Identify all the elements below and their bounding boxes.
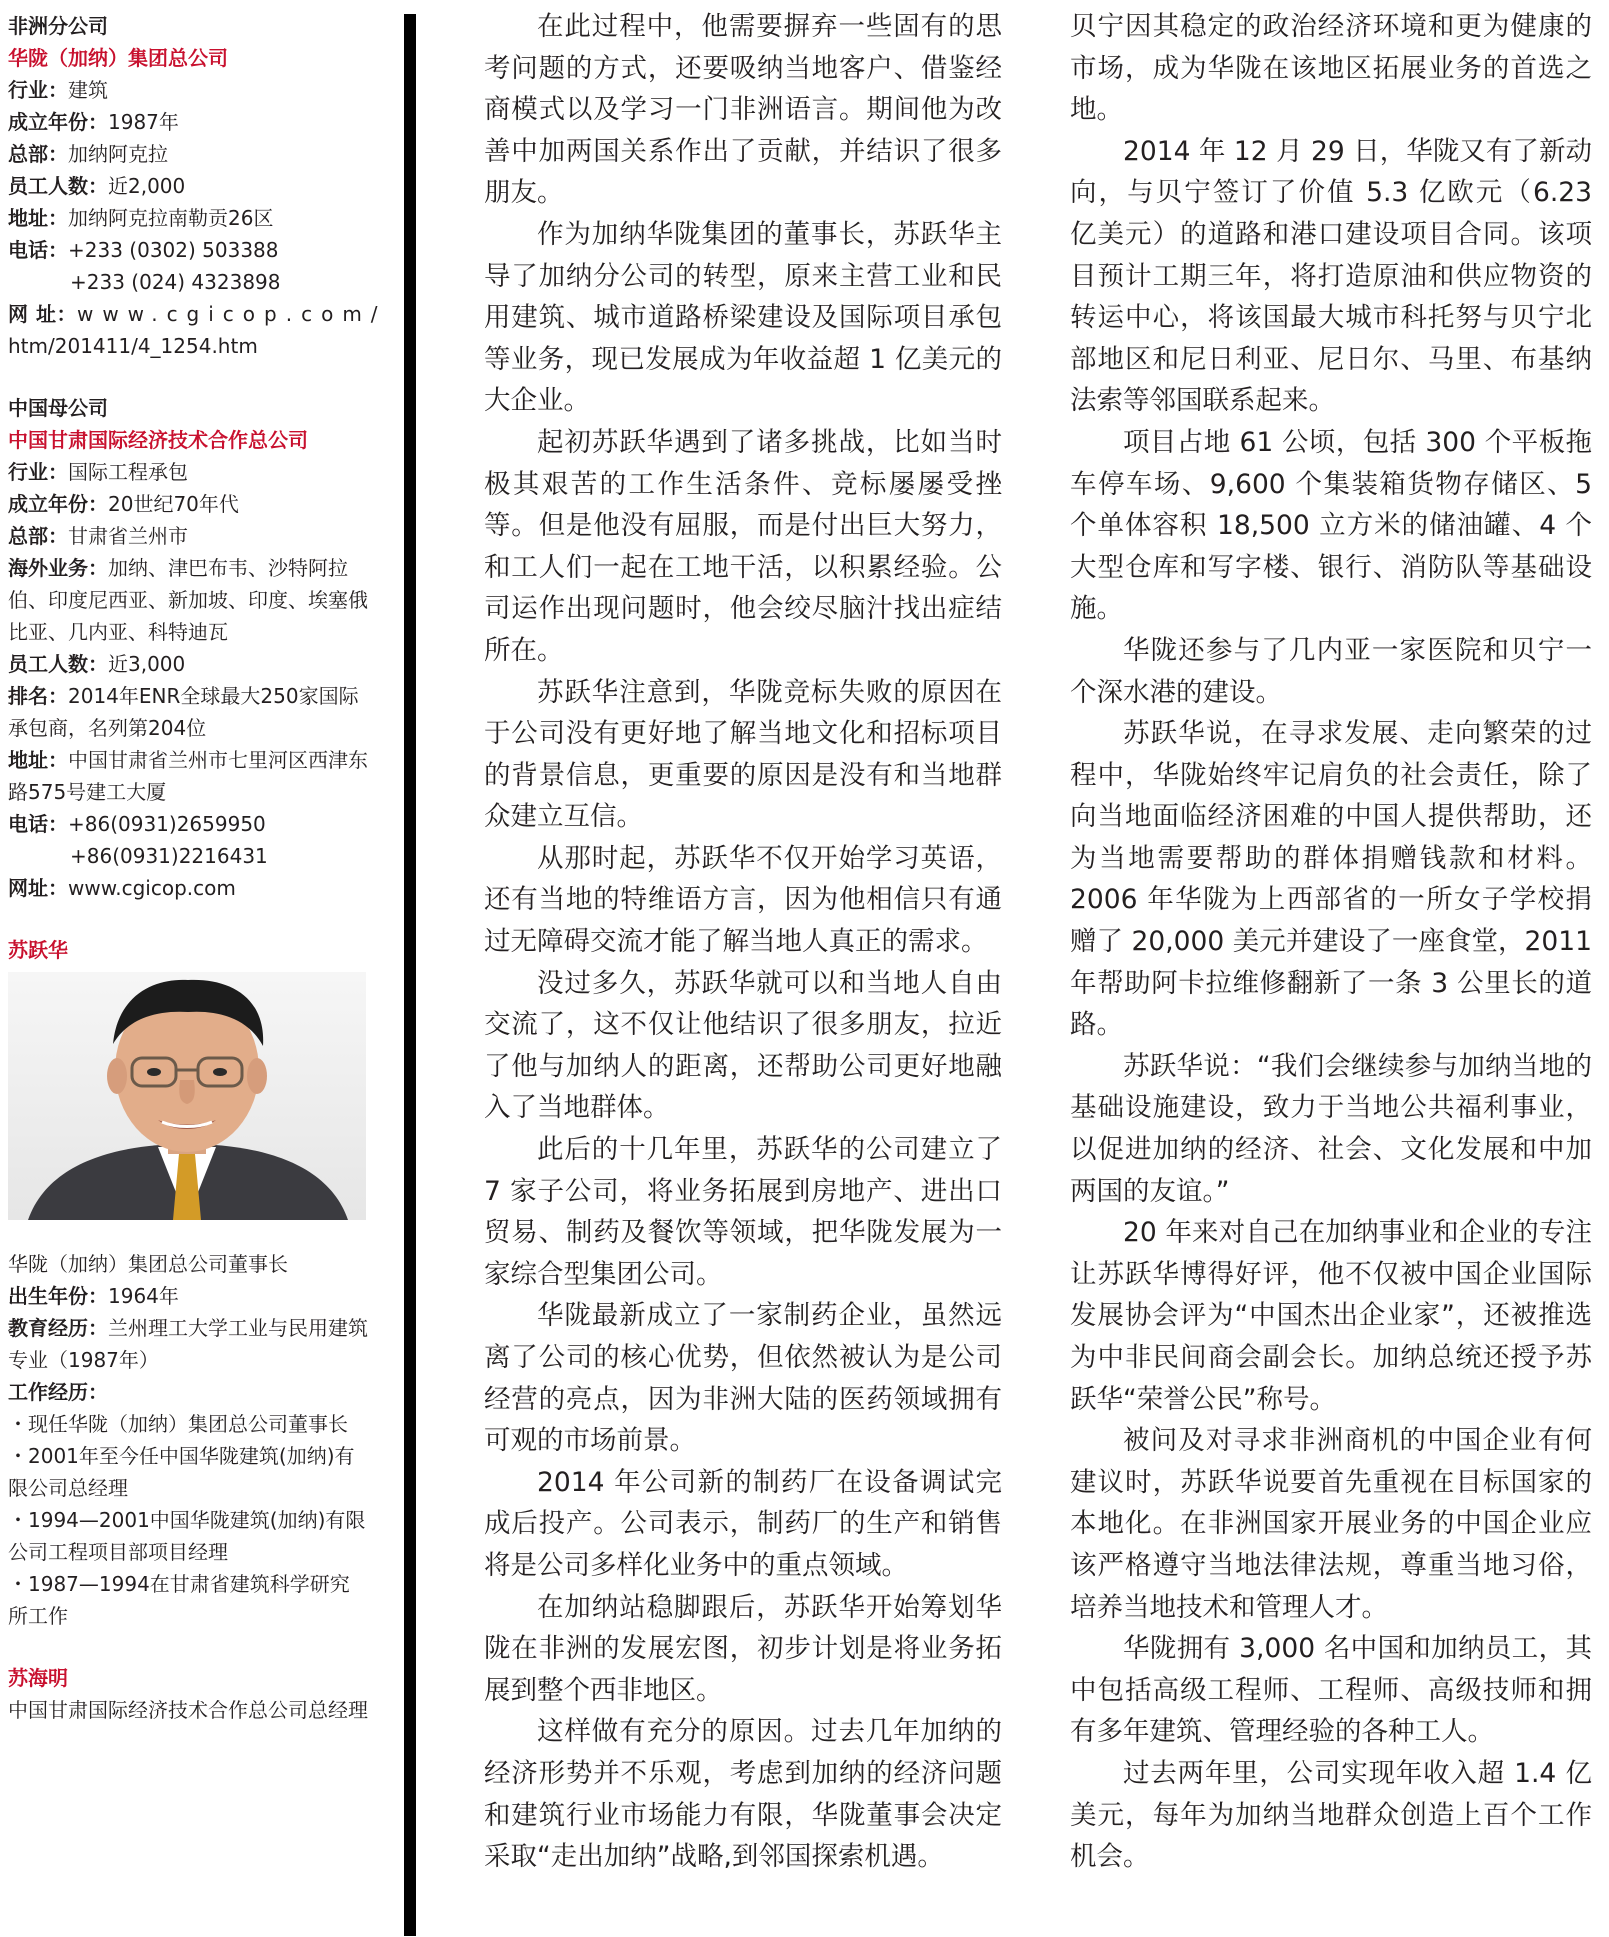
field-value: 加纳阿克拉 — [68, 142, 168, 166]
field-value: 甘肃省兰州市 — [68, 524, 188, 548]
article-paragraph: 华陇还参与了几内亚一家医院和贝宁一个深水港的建设。 — [1070, 634, 1592, 708]
article-paragraph: 项目占地 61 公顷，包括 300 个平板拖车停车场、9,600 个集装箱货物存储区、5 个单体容积 18,500 立方米的储油罐、4 个大型仓库和写字楼、银行、消防队等基础设施。 — [1070, 426, 1592, 625]
field-value: 加纳阿克拉南勒贡26区 — [68, 206, 274, 230]
article-paragraph: 在此过程中，他需要摒弃一些固有的思考问题的方式，还要吸纳当地客户、借鉴经商模式以及学习一门非洲语言。期间他为改善中加两国关系作出了贡献，并结识了很多朋友。 — [484, 11, 1002, 209]
parent-phone — [8, 808, 368, 840]
work-history-item: ・2001年至今任中国华陇建筑(加纳)有限公司总经理 — [8, 1444, 355, 1500]
article-paragraph: 苏跃华说，在寻求发展、走向繁荣的过程中，华陇始终牢记肩负的社会责任，除了向当地面临经济困难的中国人提供帮助，还为当地需要帮助的群体捐赠钱款和材料。2006 年华陇为上西部省的一所女子学校捐赠了 20,000 美元并建设了一座食堂，2011 年帮助阿卡拉维修翻新了一条 3 公里长的道路。 — [1070, 718, 1592, 1041]
field-value: 建筑 — [68, 78, 108, 102]
field-label: 总部： — [8, 142, 68, 166]
parent-company-name: 中国甘肃国际经济技术合作总公司 — [8, 428, 308, 452]
article-paragraph: 华陇最新成立了一家制药企业，虽然远离了公司的核心优势，但依然被认为是公司经营的亮点，因为非洲大陆的医药领域拥有可观的市场前景。 — [484, 1300, 1002, 1457]
person-name-su-haiming: 苏海明 — [8, 1666, 68, 1690]
article-paragraph: 2014 年 12 月 29 日，华陇又有了新动向，与贝宁签订了价值 5.3 亿欧元（6.23 亿美元）的道路和港口建设项目合同。该项目预计工期三年，将打造原油和供应物资的转运中心，将该国最大城市科托努与贝宁北部地区和尼日利亚、尼日尔、马里、布基纳法索等邻国联系起来。 — [1070, 135, 1592, 417]
portrait-photo — [8, 972, 366, 1220]
article-paragraph: 在加纳站稳脚跟后，苏跃华开始筹划华陇在非洲的发展宏图，初步计划是将业务拓展到整个西非地区。 — [484, 1591, 1002, 1706]
field-value: 近2,000 — [108, 174, 186, 198]
parent-founded — [8, 488, 368, 520]
branch-phone-2: +233 (024) 4323898 — [70, 270, 281, 294]
article-paragraph: 这样做有充分的原因。过去几年加纳的经济形势并不乐观，考虑到加纳的经济问题和建筑行业市场能力有限，华陇董事会决定采取“走出加纳”战略,到邻国探索机遇。 — [484, 1716, 1002, 1873]
person-name-su-yuehua: 苏跃华 — [8, 938, 68, 962]
branch-company-name: 华陇（加纳）集团总公司 — [8, 46, 228, 70]
article-paragraph: 从那时起，苏跃华不仅开始学习英语，还有当地的特维语方言，因为他相信只有通过无障碍交流才能了解当地人真正的需求。 — [484, 842, 1002, 958]
parent-rank — [8, 680, 368, 744]
field-label: 出生年份： — [8, 1284, 108, 1308]
field-label: 员工人数： — [8, 174, 108, 198]
person-education — [8, 1312, 368, 1376]
portrait-illustration — [8, 972, 366, 1220]
article-column-1 — [484, 6, 1002, 1878]
field-value: 1964年 — [108, 1284, 179, 1308]
field-value: +233 (0302) 503388 — [68, 238, 279, 262]
parent-overseas — [8, 552, 368, 648]
field-value: 2014年ENR全球最大250家国际承包商，名列第204位 — [8, 684, 359, 740]
person-title: 中国甘肃国际经济技术合作总公司总经理 — [8, 1698, 368, 1722]
field-value: +86(0931)2659950 — [68, 812, 266, 836]
branch-heading: 非洲分公司 — [8, 14, 108, 38]
article-column-2 — [1070, 6, 1592, 1878]
field-value: 国际工程承包 — [68, 460, 188, 484]
work-history-item: ・现任华陇（加纳）集团总公司董事长 — [8, 1412, 348, 1436]
article-paragraph: 此后的十几年里，苏跃华的公司建立了 7 家子公司，将业务拓展到房地产、进出口贸易、制药及餐饮等领域，把华陇发展为一家综合型集团公司。 — [484, 1134, 1002, 1290]
branch-address — [8, 202, 368, 234]
field-value: www.cgicop.com — [68, 876, 236, 900]
field-label: 员工人数： — [8, 652, 108, 676]
field-value: 近3,000 — [108, 652, 186, 676]
article-paragraph: 2014 年公司新的制药厂在设备调试完成后投产。公司表示，制药厂的生产和销售将是公司多样化业务中的重点领域。 — [484, 1466, 1002, 1581]
parent-phone-2: +86(0931)2216431 — [70, 844, 268, 868]
field-value: 加纳、津巴布韦、沙特阿拉伯、印度尼西亚、新加坡、印度、埃塞俄比亚、几内亚、科特迪瓦 — [8, 556, 368, 644]
work-history-item: ・1994—2001中国华陇建筑(加纳)有限公司工程项目部项目经理 — [8, 1508, 366, 1564]
article-paragraph: 作为加纳华陇集团的董事长，苏跃华主导了加纳分公司的转型，原来主营工业和民用建筑、城市道路桥梁建设及国际项目承包等业务，现已发展成为年收益超 1 亿美元的大企业。 — [484, 218, 1002, 417]
field-label: 行业： — [8, 78, 68, 102]
branch-industry — [8, 74, 368, 106]
work-history-item: ・1987—1994在甘肃省建筑科学研究所工作 — [8, 1572, 350, 1628]
parent-staff — [8, 648, 368, 680]
branch-founded — [8, 106, 368, 138]
field-value: 中国甘肃省兰州市七里河区西津东路575号建工大厦 — [8, 748, 368, 804]
parent-website — [8, 872, 368, 904]
field-label: 网址： — [8, 876, 68, 900]
field-label: 地址： — [8, 206, 68, 230]
field-value: 兰州理工大学工业与民用建筑专业（1987年） — [8, 1316, 368, 1372]
person-title: 华陇（加纳）集团总公司董事长 — [8, 1252, 288, 1276]
branch-website — [8, 298, 387, 330]
field-label: 海外业务： — [8, 556, 108, 580]
field-label: 成立年份： — [8, 110, 108, 134]
person-birth — [8, 1280, 368, 1312]
company-info-sidebar — [8, 10, 387, 1726]
article-paragraph: 苏跃华注意到，华陇竞标失败的原因在于公司没有更好地了解当地文化和招标项目的背景信息，更重要的原因是没有和当地群众建立互信。 — [484, 676, 1002, 833]
parent-hq — [8, 520, 368, 552]
article-paragraph: 被问及对寻求非洲商机的中国企业有何建议时，苏跃华说要首先重视在目标国家的本地化。在非洲国家开展业务的中国企业应该严格遵守当地法律法规，尊重当地习俗，培养当地技术和管理人才。 — [1070, 1425, 1592, 1623]
work-history-label: 工作经历： — [8, 1380, 108, 1404]
article-paragraph: 20 年来对自己在加纳事业和企业的专注让苏跃华博得好评，他不仅被中国企业国际发展协会评为“中国杰出企业家”，还被推选为中非民间商会副会长。加纳总统还授予苏跃华“荣誉公民”称号。 — [1070, 1217, 1592, 1415]
field-label: 行业： — [8, 460, 68, 484]
article-paragraph-continued: 贝宁因其稳定的政治经济环境和更为健康的市场，成为华陇在该地区拓展业务的首选之地。 — [1070, 11, 1592, 126]
field-value: www.cgicop.com/ — [76, 302, 387, 326]
parent-address — [8, 744, 368, 808]
parent-industry — [8, 456, 368, 488]
branch-staff — [8, 170, 368, 202]
article-paragraph: 苏跃华说：“我们会继续参与加纳当地的基础设施建设，致力于当地公共福利事业，以促进加纳的经济、社会、文化发展和中加两国的友谊。” — [1070, 1050, 1592, 1207]
branch-phone — [8, 234, 368, 266]
field-label: 排名： — [8, 684, 68, 708]
branch-website-2: htm/201411/4_1254.htm — [8, 334, 258, 358]
field-label: 电话： — [8, 812, 68, 836]
field-label: 地址： — [8, 748, 68, 772]
article-paragraph: 没过多久，苏跃华就可以和当地人自由交流了，这不仅让他结识了很多朋友，拉近了他与加纳人的距离，还帮助公司更好地融入了当地群体。 — [484, 967, 1002, 1124]
branch-hq — [8, 138, 368, 170]
field-label: 教育经历： — [8, 1316, 108, 1340]
field-label: 网 址： — [8, 302, 77, 326]
field-label: 电话： — [8, 238, 68, 262]
field-label: 成立年份： — [8, 492, 108, 516]
field-label: 总部： — [8, 524, 68, 548]
parent-heading: 中国母公司 — [8, 396, 108, 420]
article-paragraph: 华陇拥有 3,000 名中国和加纳员工，其中包括高级工程师、工程师、高级技师和拥有多年建筑、管理经验的各种工人。 — [1070, 1633, 1592, 1748]
article-paragraph: 过去两年里，公司实现年收入超 1.4 亿美元，每年为加纳当地群众创造上百个工作机会。 — [1070, 1757, 1592, 1873]
field-value: 20世纪70年代 — [108, 492, 239, 516]
article-paragraph: 起初苏跃华遇到了诸多挑战，比如当时极其艰苦的工作生活条件、竞标屡屡受挫等。但是他没有屈服，而是付出巨大努力，和工人们一起在工地干活，以积累经验。公司运作出现问题时，他会绞尽脑汁找出症结所在。 — [484, 426, 1002, 666]
field-value: 1987年 — [108, 110, 179, 134]
column-divider — [404, 14, 416, 1936]
